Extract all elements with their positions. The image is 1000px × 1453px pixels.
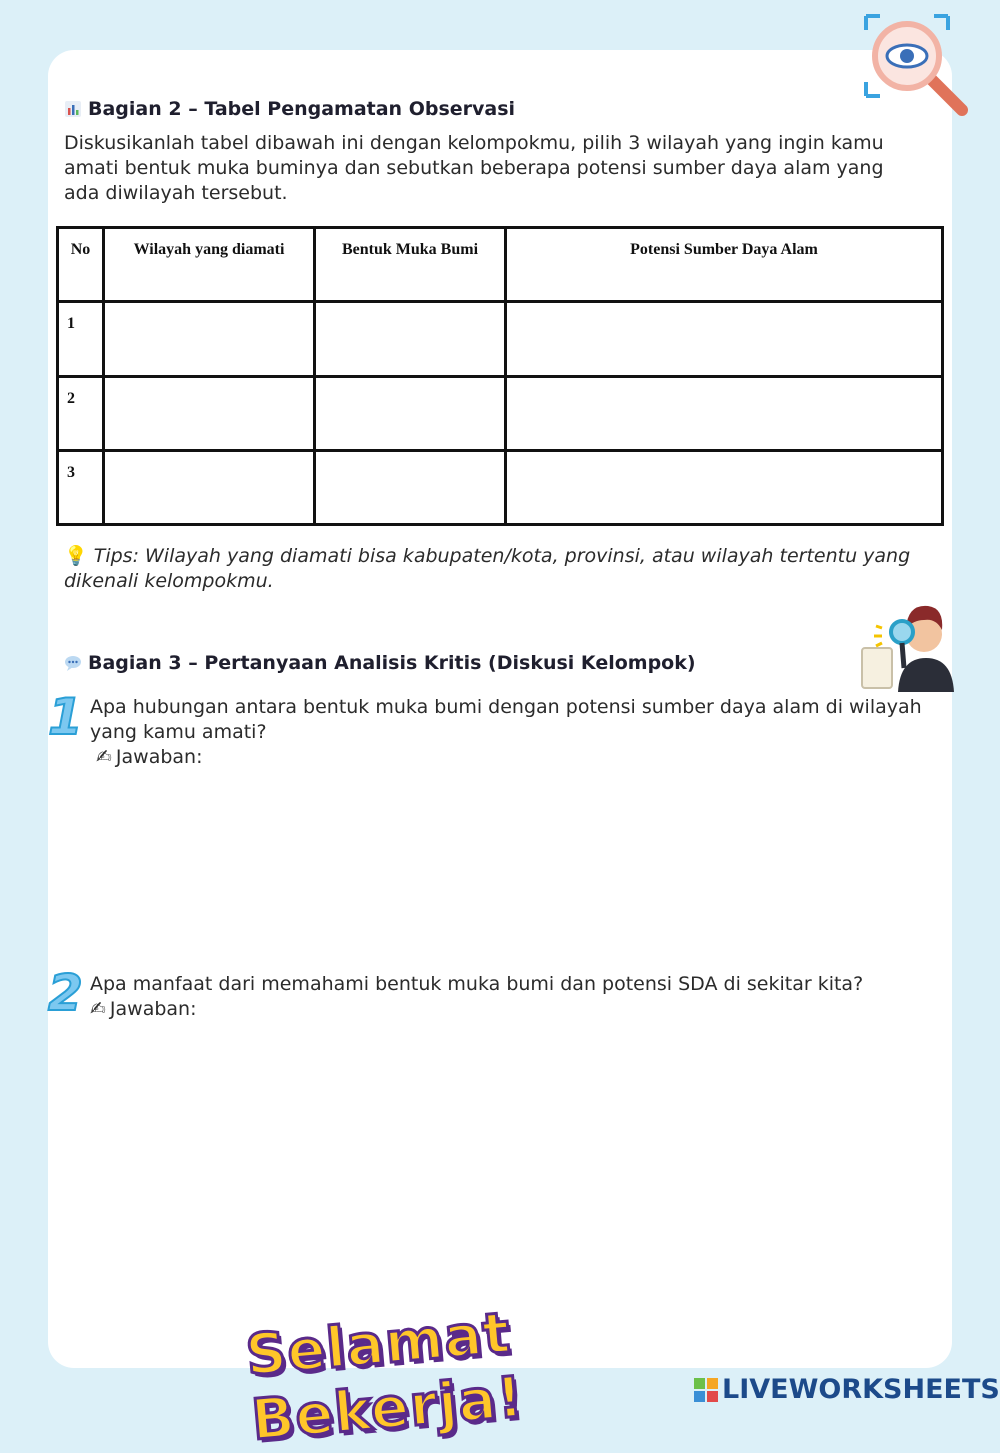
potensi-cell[interactable] [506,302,943,376]
question-2 [90,972,930,1022]
potensi-cell[interactable] [506,376,943,450]
answer-1-label: Jawaban: [115,746,203,768]
table-header-row [58,228,943,302]
answer-1-label-row [90,745,930,770]
wilayah-cell[interactable] [104,376,315,450]
question-1-text: Apa hubungan antara bentuk muka bumi dengan potensi sumber daya alam di wilayah yang kamu amati? [90,696,922,743]
brand-text: LIVEWORKSHEETS [722,1374,1000,1405]
liveworksheets-logo [694,1374,1000,1405]
question-1 [90,695,930,770]
row-number: 2 [58,376,104,450]
wilayah-cell[interactable] [104,450,315,524]
answer-2-label: Jawaban: [109,998,197,1020]
observation-table [56,226,944,526]
liveworksheets-logo-icon [694,1378,718,1402]
header-bentuk: Bentuk Muka Bumi [315,228,506,302]
tip-content: Tips: Wilayah yang diamati bisa kabupaten/kota, provinsi, atau wilayah tertentu yang dikenali kelompokmu. [64,545,911,592]
writing-hand-icon: ✍ [96,746,112,768]
wilayah-cell[interactable] [104,302,315,376]
question-number-2: 2 [48,964,83,1022]
section-2-title: Bagian 2 – Tabel Pengamatan Observasi [88,98,516,120]
speech-bubble-icon [64,654,82,672]
header-no: No [58,228,104,302]
bentuk-cell[interactable] [315,450,506,524]
detective-illustration [858,598,954,692]
bar-chart-icon [64,100,82,118]
header-wilayah: Wilayah yang diamati [104,228,315,302]
lightbulb-icon: 💡 [64,545,88,567]
writing-hand-icon: ✍ [90,998,106,1020]
question-number-1: 1 [48,688,83,746]
table-row [58,376,943,450]
answer-2-label-row [90,997,930,1022]
table-row [58,450,943,524]
table-row [58,302,943,376]
section-3-title: Bagian 3 – Pertanyaan Analisis Kritis (Diskusi Kelompok) [88,652,696,674]
section-2-heading [64,98,515,120]
answer-1-area[interactable] [90,776,930,956]
bentuk-cell[interactable] [315,302,506,376]
question-2-text: Apa manfaat dari memahami bentuk muka bumi dan potensi SDA di sekitar kita? [90,973,864,995]
tip-text [64,544,934,594]
row-number: 1 [58,302,104,376]
potensi-cell[interactable] [506,450,943,524]
closing-text: Selamat Bekerja! [243,1300,527,1453]
bentuk-cell[interactable] [315,376,506,450]
header-potensi: Potensi Sumber Daya Alam [506,228,943,302]
answer-2-area[interactable] [90,1054,930,1284]
section-2-instructions: Diskusikanlah tabel dibawah ini dengan kelompokmu, pilih 3 wilayah yang ingin kamu amati bentuk muka buminya dan sebutkan beberapa potensi sumber daya alam yang ada diwilayah tersebut. [64,132,884,204]
row-number: 3 [58,450,104,524]
section-3-heading [64,652,696,674]
magnifier-eye-icon [862,12,972,122]
